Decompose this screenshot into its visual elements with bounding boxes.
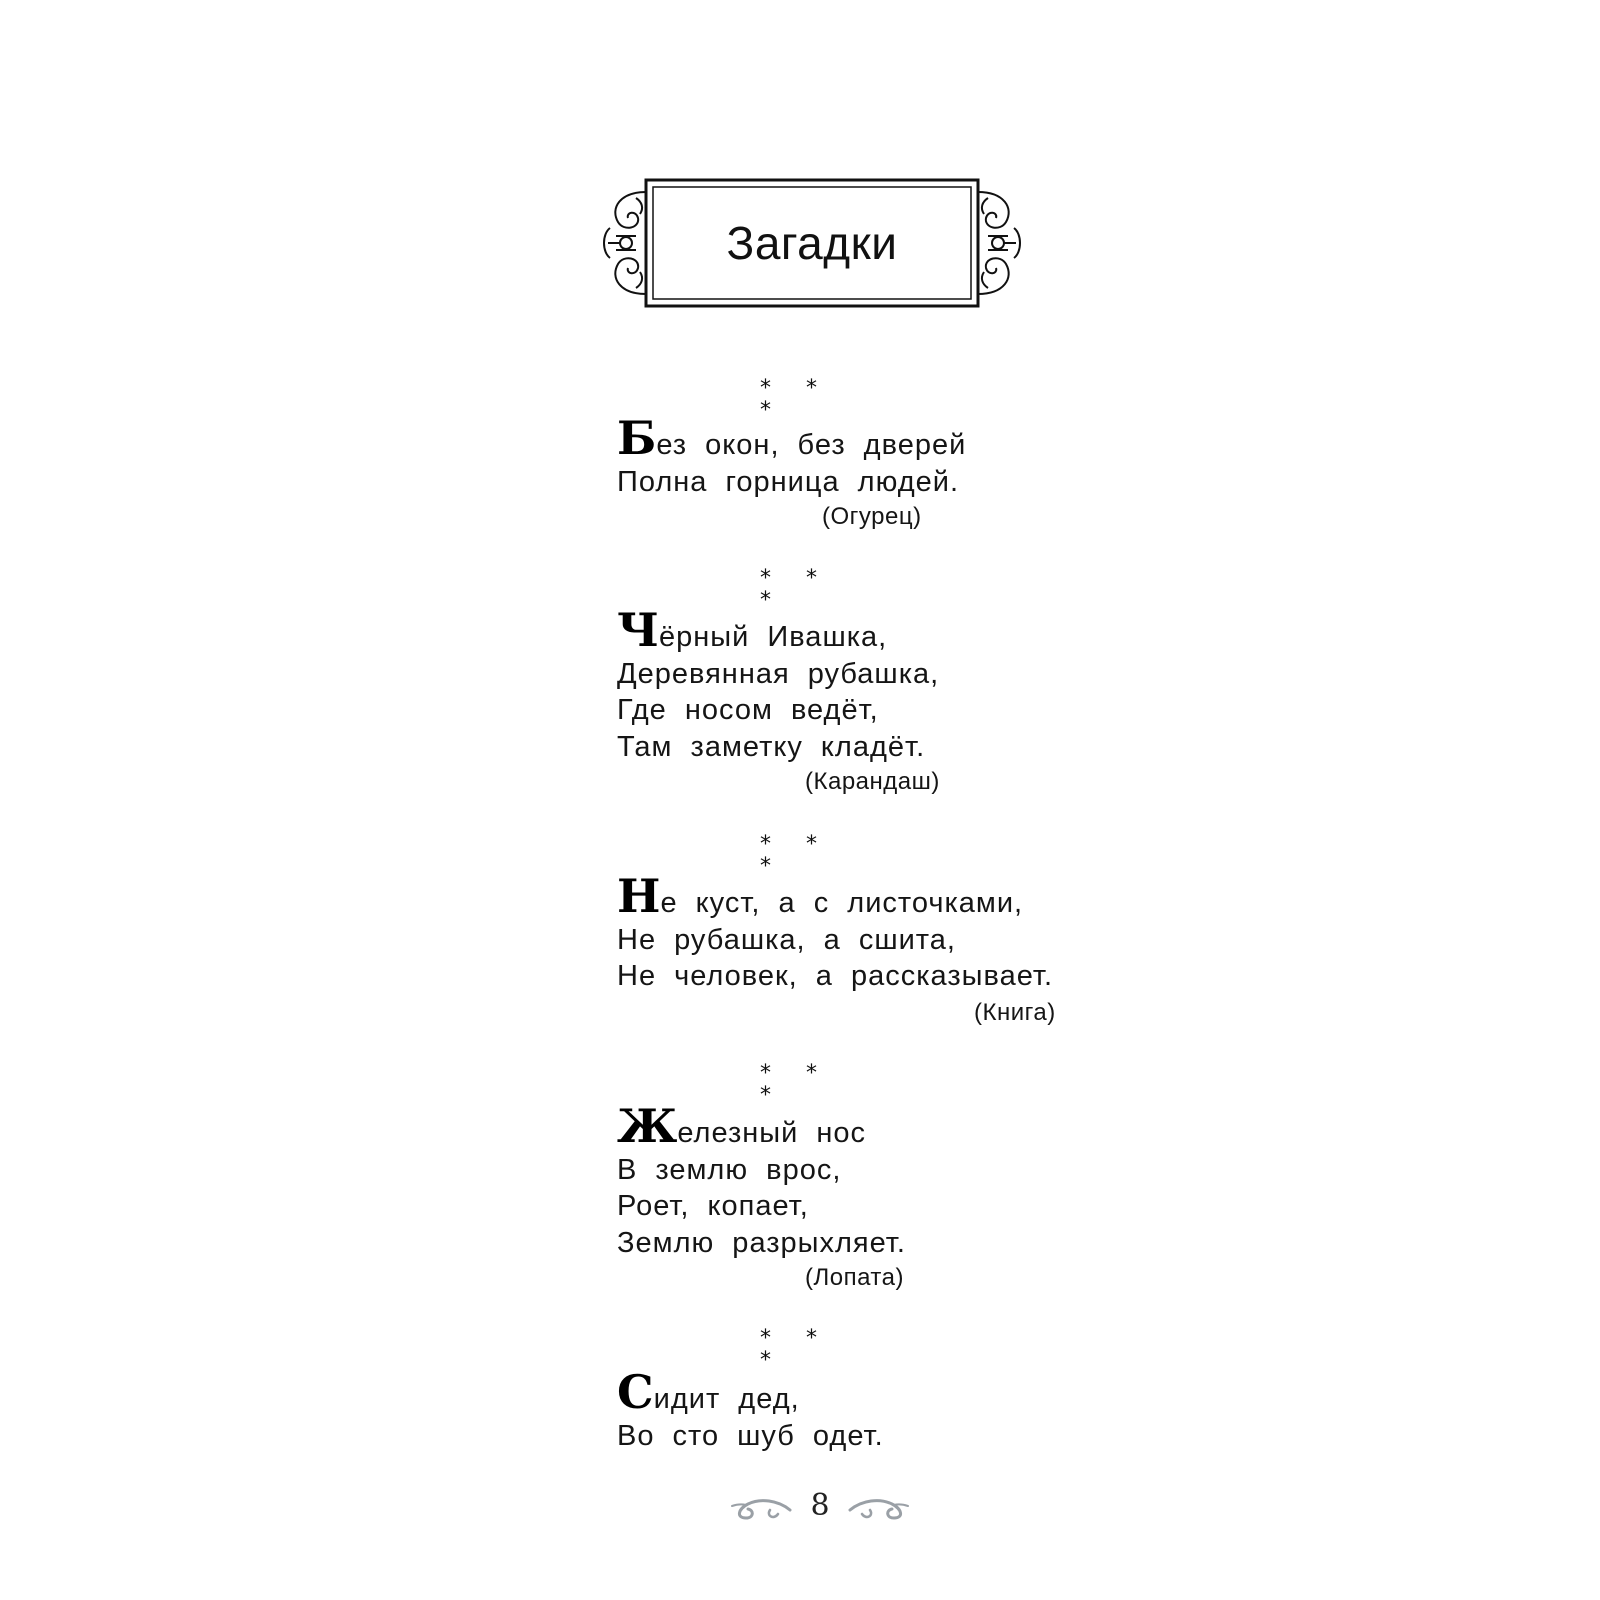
separator-stars: * * * <box>760 832 831 879</box>
swirl-ornament-icon <box>848 1496 910 1522</box>
riddle-line: Деревянная рубашка, <box>617 657 940 690</box>
riddle-line: Там заметку кладёт. <box>617 730 926 763</box>
riddle-line <box>617 603 939 657</box>
riddle-line: Во сто шуб одет. <box>617 1419 884 1452</box>
separator-stars: * * * <box>760 376 831 423</box>
drop-cap: Ч <box>617 603 660 657</box>
riddle-line: В землю врос, <box>617 1153 842 1186</box>
riddle-line-text: елезный нос <box>677 1117 866 1149</box>
drop-cap: С <box>617 1365 654 1419</box>
separator-stars: * * * <box>760 566 831 613</box>
riddle-answer: (Огурец) <box>822 503 922 530</box>
riddle-line <box>617 869 1053 923</box>
riddle-line <box>617 1365 884 1419</box>
riddle-line: Где носом ведёт, <box>617 694 879 726</box>
riddle-4 <box>617 1099 906 1261</box>
riddle-line-text: ез окон, без дверей <box>656 429 967 461</box>
riddle-line <box>617 1099 906 1153</box>
separator-stars: * * * <box>760 1061 831 1108</box>
riddle-line: Не человек, а рассказывает. <box>617 960 1053 992</box>
riddle-3 <box>617 869 1053 995</box>
riddle-line-text: идит дед, <box>653 1383 800 1415</box>
riddle-1 <box>617 411 967 500</box>
riddle-5 <box>617 1365 884 1454</box>
page-title: Загадки <box>726 217 898 269</box>
riddle-line-text: е куст, а с листочками, <box>660 887 1024 919</box>
drop-cap: Н <box>617 869 661 923</box>
riddle-2 <box>617 603 940 765</box>
drop-cap: Б <box>617 411 657 465</box>
riddle-line: Не рубашка, а сшита, <box>617 923 956 956</box>
drop-cap: Ж <box>617 1099 678 1153</box>
riddle-answer: (Лопата) <box>805 1264 904 1291</box>
riddle-answer: (Карандаш) <box>805 768 940 795</box>
riddle-line: Роет, копает, <box>617 1190 809 1222</box>
title-banner <box>600 178 1024 308</box>
separator-stars: * * * <box>760 1326 831 1373</box>
page-number: 8 <box>810 1488 830 1523</box>
page-footer <box>730 1488 910 1528</box>
riddle-line-text: ёрный Ивашка, <box>659 621 888 653</box>
riddle-line: Землю разрыхляет. <box>617 1226 906 1259</box>
riddle-line: Полна горница людей. <box>617 465 960 498</box>
riddle-answer: (Книга) <box>974 999 1056 1026</box>
riddle-line <box>617 411 967 465</box>
